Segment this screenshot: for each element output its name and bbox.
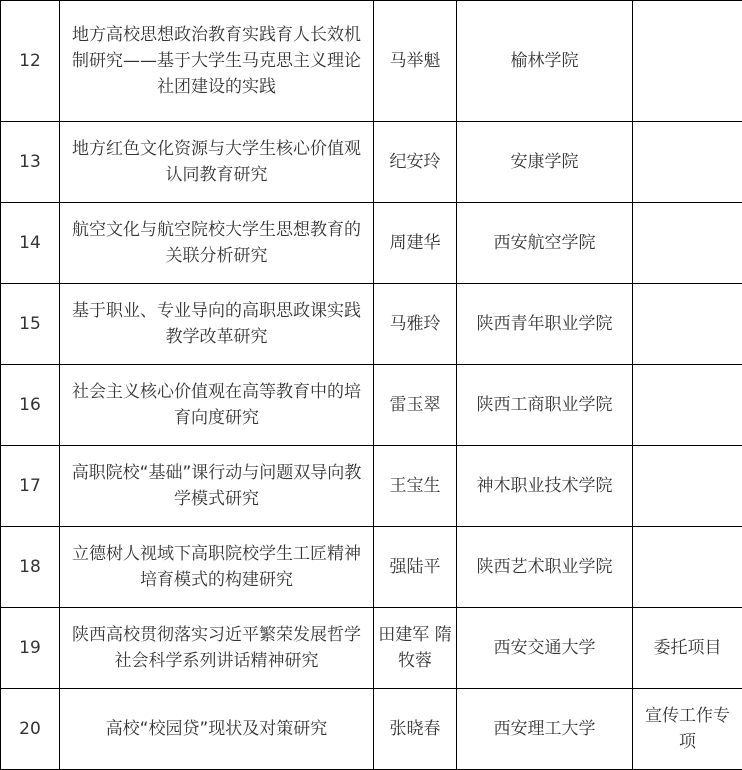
table-row — [1, 608, 742, 689]
project-title: 立德树人视域下高职院校学生工匠精神培育模式的构建研究 — [60, 527, 374, 608]
project-title: 高校“校园贷”现状及对策研究 — [60, 689, 374, 770]
project-title: 地方高校思想政治教育实践育人长效机制研究——基于大学生马克思主义理论社团建设的实践 — [60, 1, 374, 122]
project-note — [633, 527, 742, 608]
project-unit: 陕西青年职业学院 — [457, 284, 633, 365]
project-leader: 王宝生 — [374, 446, 457, 527]
row-number: 14 — [1, 203, 60, 284]
project-leader: 强陆平 — [374, 527, 457, 608]
project-unit: 西安交通大学 — [457, 608, 633, 689]
project-note — [633, 203, 742, 284]
row-number: 16 — [1, 365, 60, 446]
table-row — [1, 1, 742, 122]
project-title: 社会主义核心价值观在高等教育中的培育向度研究 — [60, 365, 374, 446]
table-row — [1, 284, 742, 365]
row-number: 18 — [1, 527, 60, 608]
project-title: 地方红色文化资源与大学生核心价值观认同教育研究 — [60, 122, 374, 203]
project-leader: 马举魁 — [374, 1, 457, 122]
table-row — [1, 446, 742, 527]
row-number: 12 — [1, 1, 60, 122]
table-row — [1, 203, 742, 284]
project-leader: 张晓春 — [374, 689, 457, 770]
table-row — [1, 365, 742, 446]
project-title: 陕西高校贯彻落实习近平繁荣发展哲学社会科学系列讲话精神研究 — [60, 608, 374, 689]
project-unit: 榆林学院 — [457, 1, 633, 122]
row-number: 15 — [1, 284, 60, 365]
project-unit: 陕西工商职业学院 — [457, 365, 633, 446]
project-note — [633, 1, 742, 122]
project-title: 高职院校“基础”课行动与问题双导向教学模式研究 — [60, 446, 374, 527]
project-leader: 田建军 隋牧蓉 — [374, 608, 457, 689]
table-row — [1, 527, 742, 608]
project-title: 基于职业、专业导向的高职思政课实践教学改革研究 — [60, 284, 374, 365]
project-leader: 雷玉翠 — [374, 365, 457, 446]
project-leader: 周建华 — [374, 203, 457, 284]
project-leader: 纪安玲 — [374, 122, 457, 203]
project-unit: 安康学院 — [457, 122, 633, 203]
table-row — [1, 122, 742, 203]
project-unit: 陕西艺术职业学院 — [457, 527, 633, 608]
project-note: 宣传工作专项 — [633, 689, 742, 770]
table-row — [1, 689, 742, 770]
project-note — [633, 446, 742, 527]
row-number: 20 — [1, 689, 60, 770]
project-title: 航空文化与航空院校大学生思想教育的关联分析研究 — [60, 203, 374, 284]
project-note — [633, 122, 742, 203]
project-unit: 西安航空学院 — [457, 203, 633, 284]
project-leader: 马雅玲 — [374, 284, 457, 365]
row-number: 13 — [1, 122, 60, 203]
row-number: 17 — [1, 446, 60, 527]
project-note — [633, 365, 742, 446]
project-note — [633, 284, 742, 365]
row-number: 19 — [1, 608, 60, 689]
project-unit: 西安理工大学 — [457, 689, 633, 770]
project-unit: 神木职业技术学院 — [457, 446, 633, 527]
project-note: 委托项目 — [633, 608, 742, 689]
